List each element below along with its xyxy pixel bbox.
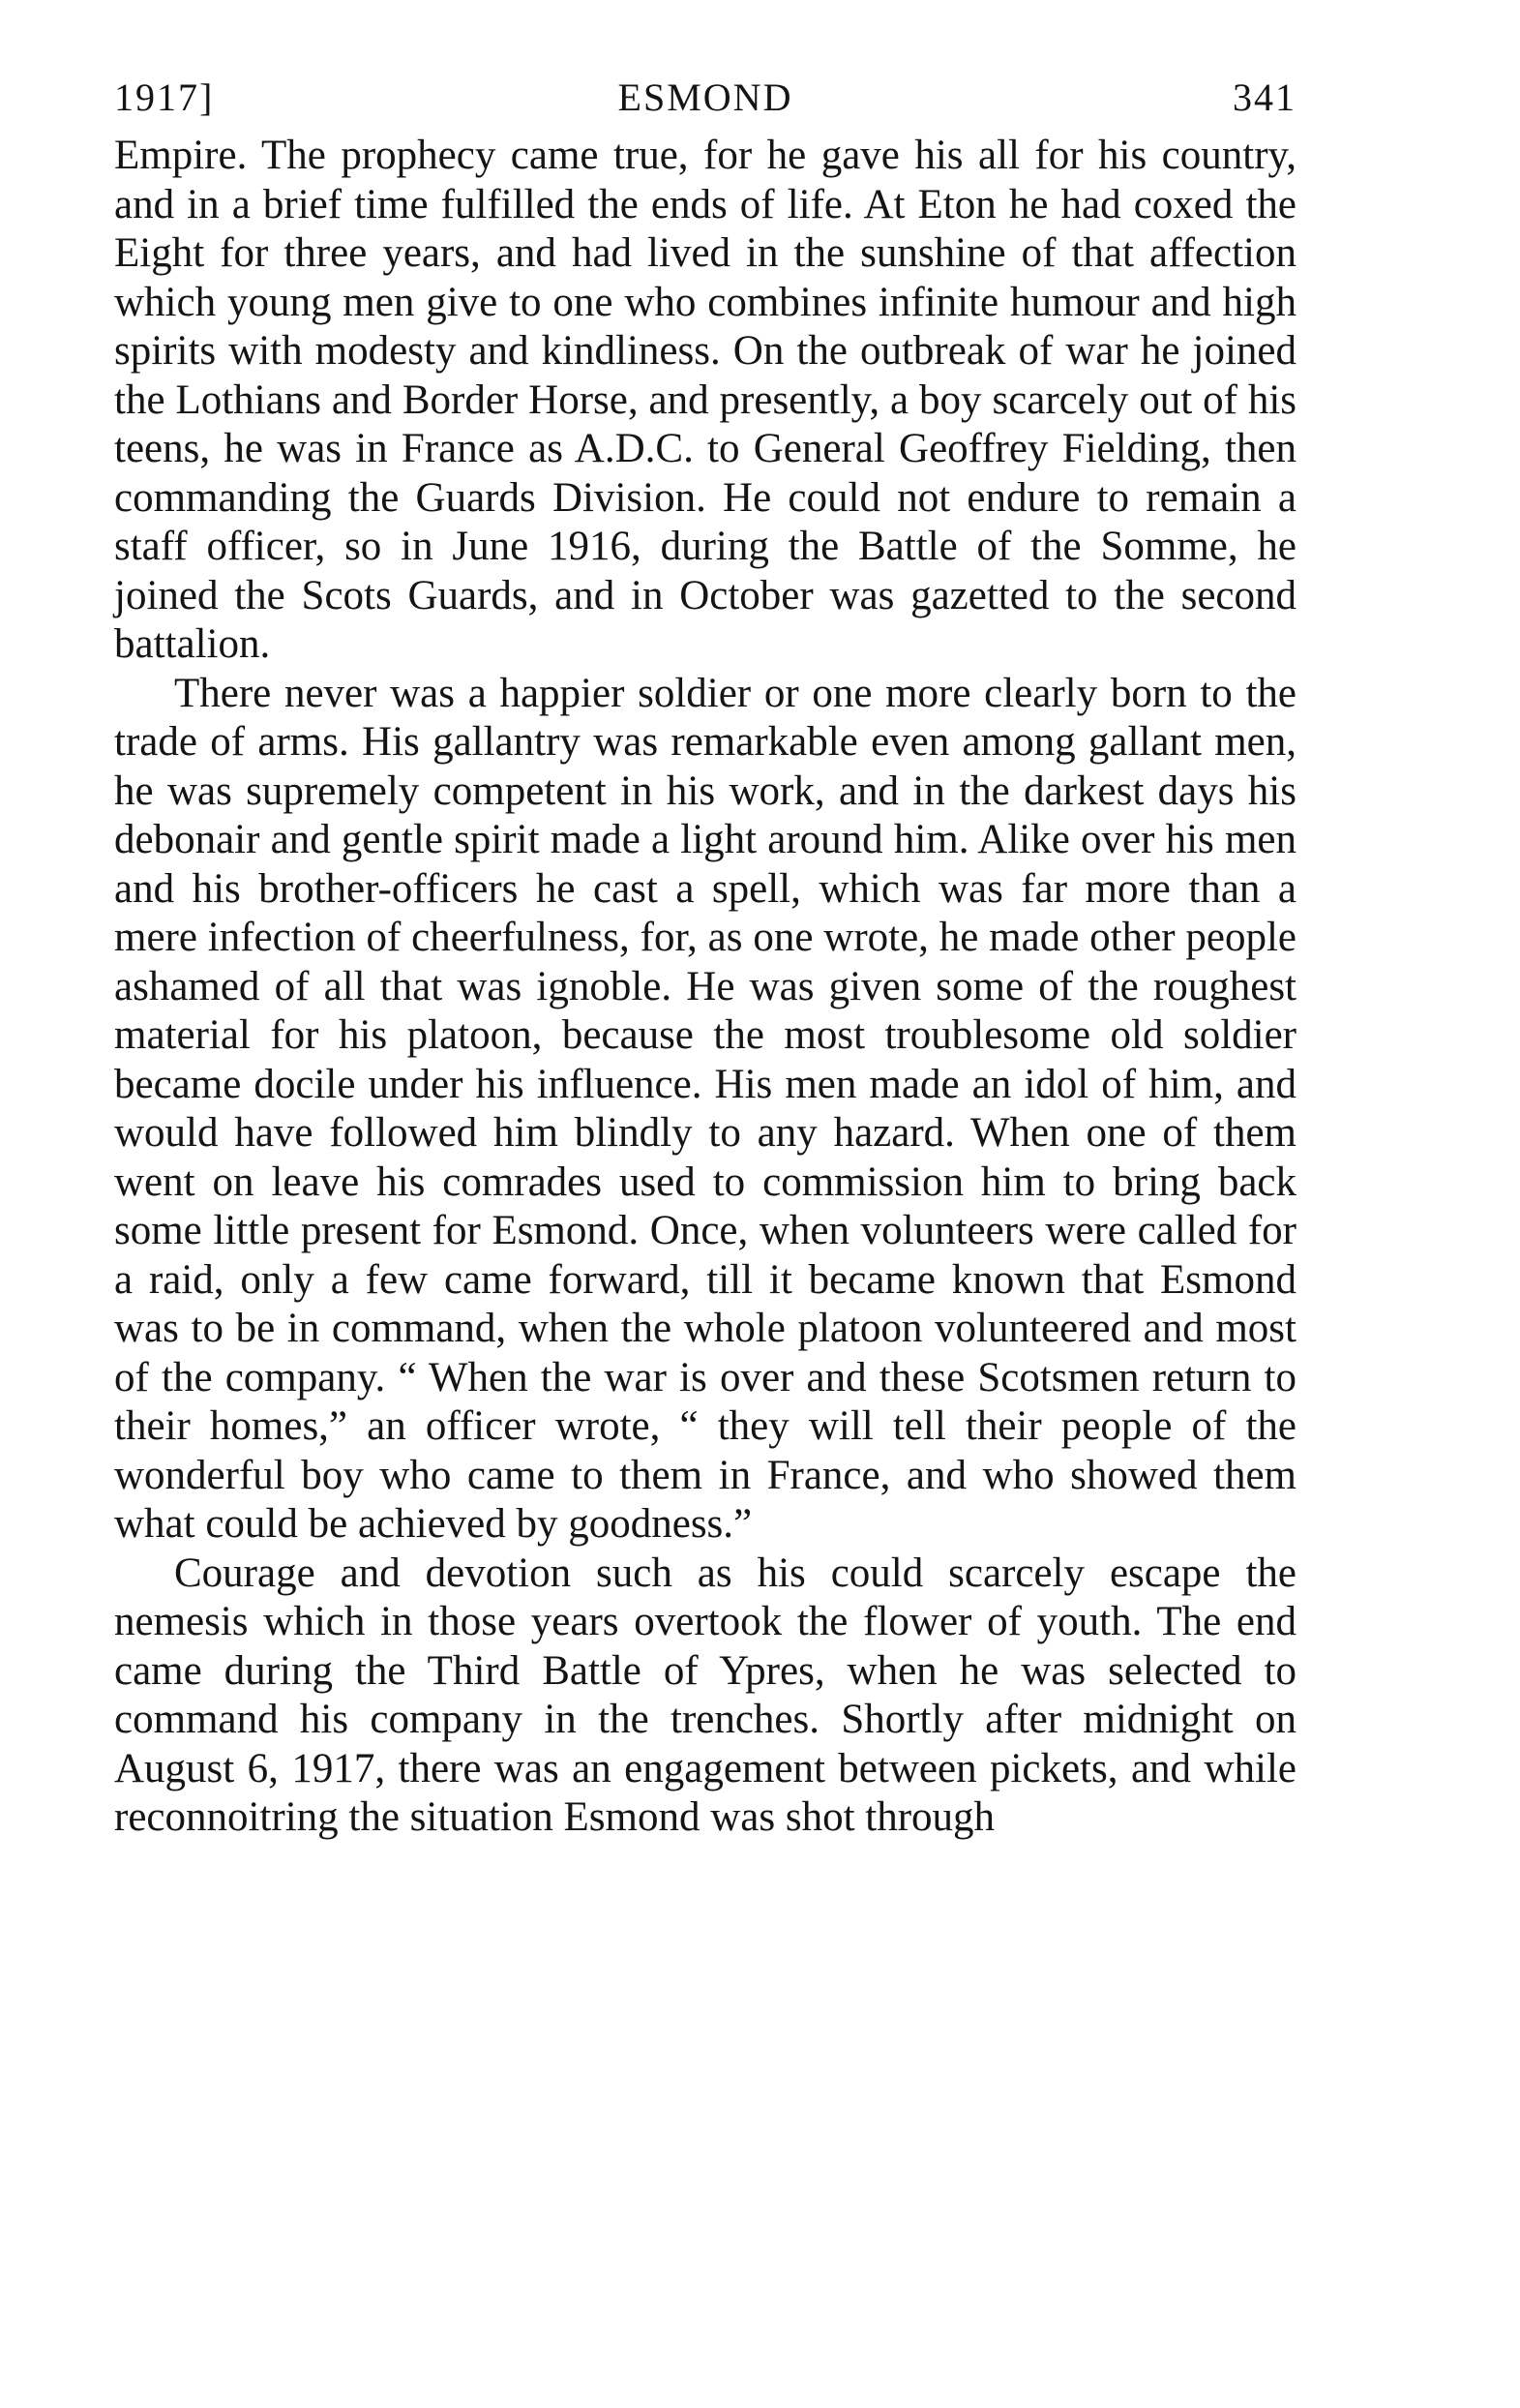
running-head-title: ESMOND — [617, 75, 793, 119]
book-page — [114, 64, 1296, 1843]
running-head-year: 1917] — [114, 75, 215, 119]
running-head — [114, 64, 1296, 132]
page-number: 341 — [1233, 75, 1296, 119]
paragraph-2: There never was a happier soldier or one more clearly born to the trade of arms. His gallantry was remarkable even among gallant men, he was supremely competent in his work, and in the darkest days his debonair and gentle spirit made a light around him. Alike over his men and his brother-officers he cast a spell, which was far more than a mere infection of cheerfulness, for, as one wrote, he made other people ashamed of all that was ignoble. He was given some of the roughest material for his platoon, because the most troublesome old soldier became docile under his influence. His men made an idol of him, and would have followed him blindly to any hazard. When one of them went on leave his comrades used to commission him to bring back some little present for Esmond. Once, when volunteers were called for a raid, only a few came forward, till it became known that Esmond was to be in command, when the whole platoon volunteered and most of the company. “ When the war is over and these Scotsmen return to their homes,” an officer wrote, “ they will tell their people of the wonderful boy who came to them in France, and who showed them what could be achieved by goodness.” — [114, 670, 1296, 1547]
paragraph-3: Courage and devotion such as his could scarcely escape the nemesis which in those years overtook the flower of youth. The end came during the Third Battle of Ypres, when he was selected to command his company in the trenches. Shortly after midnight on August 6, 1917, there was an engagement between pickets, and while reconnoitring the situation Esmond was shot through — [114, 1550, 1296, 1840]
paragraph-1: Empire. The prophecy came true, for he gave his all for his country, and in a brief time fulfilled the ends of life. At Eton he had coxed the Eight for three years, and had lived in the sunshine of that affection which young men give to one who combines infinite humour and high spirits with modesty and kindliness. On the outbreak of war he joined the Lothians and Border Horse, and presently, a boy scarcely out of his teens, he was in France as A.D.C. to General Geoffrey Fielding, then commanding the Guards Division. He could not endure to remain a staff officer, so in June 1916, during the Battle of the Somme, he joined the Scots Guards, and in October was gazetted to the second battalion. — [114, 133, 1296, 667]
